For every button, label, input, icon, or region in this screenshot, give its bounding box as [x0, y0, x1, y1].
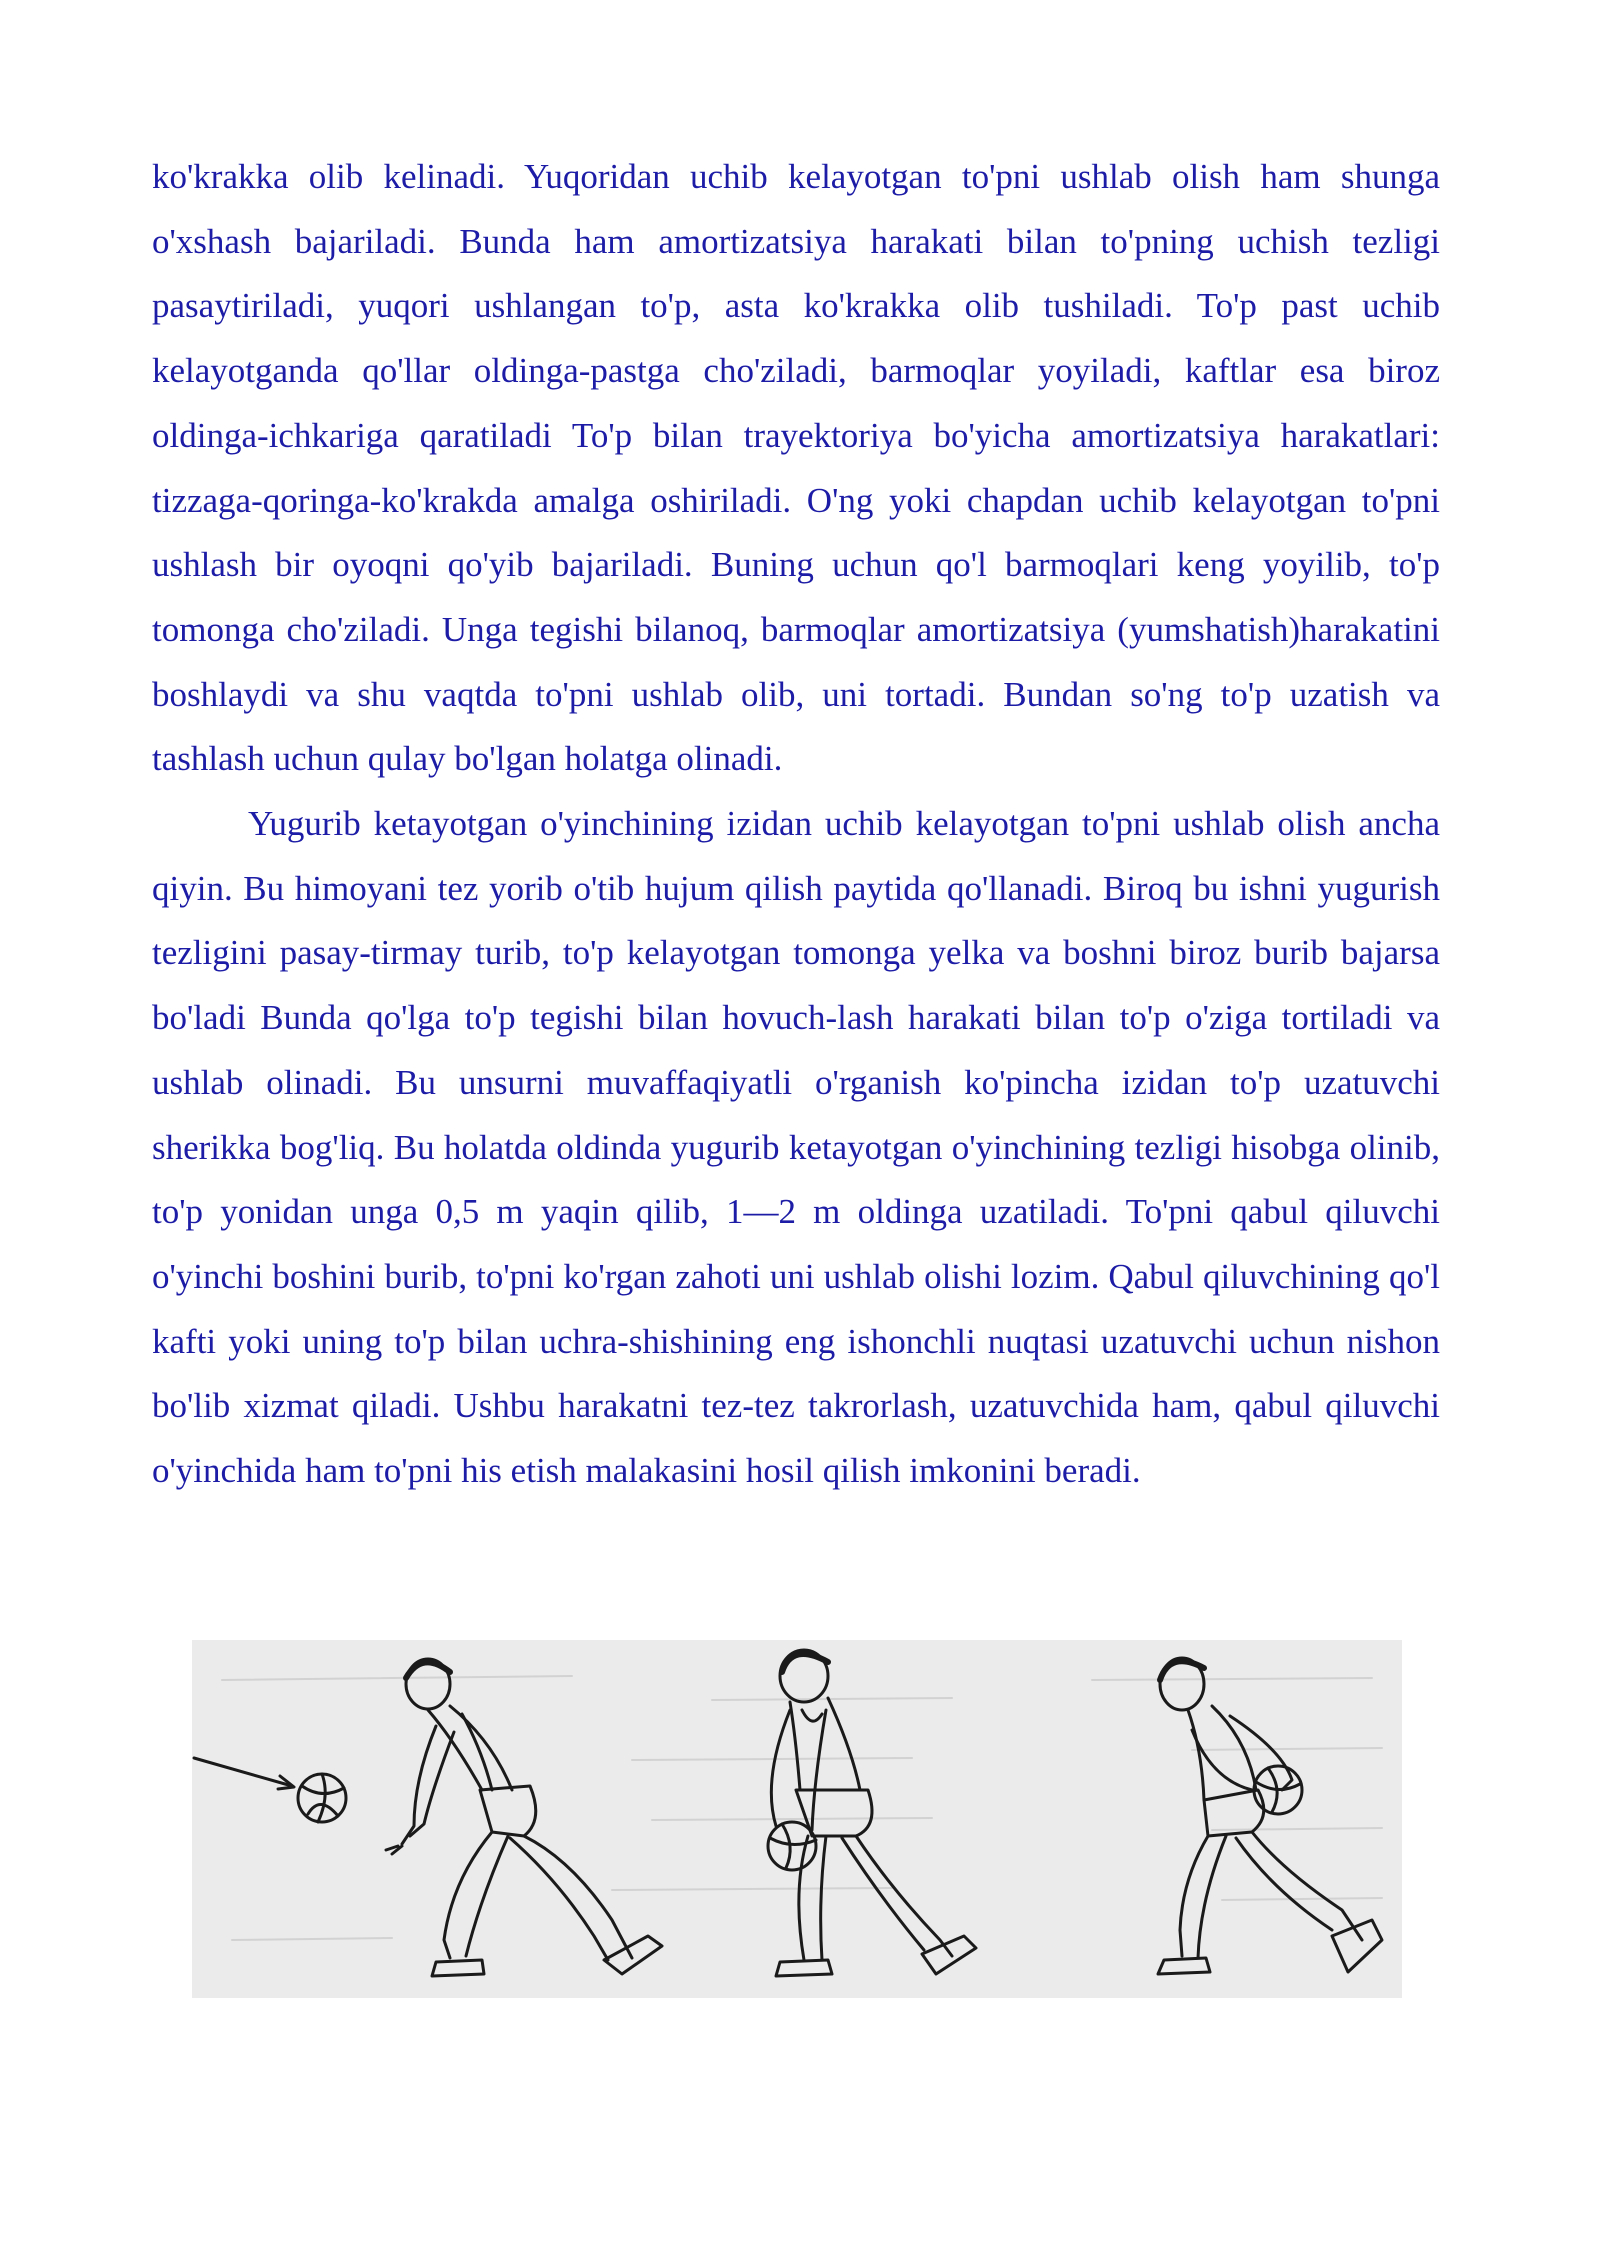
text-body [152, 145, 1440, 1504]
ball-catching-illustration [192, 1640, 1402, 1998]
paragraph-1: ko'krakka olib kelinadi. Yuqoridan uchib kelayotgan to'pni ushlab olish ham shunga o'xshash bajariladi. Bunda ham amortizatsiya harakati bilan to'pning uchish tezligi pasaytiriladi, yuqori ushlangan to'p, asta ko'krakka olib tushiladi. To'p past uchib kelayotganda qo'llar oldinga-pastga cho'ziladi, barmoqlar yoyiladi, kaftlar esa biroz oldinga-ichkariga qaratiladi To'p bilan trayektoriya bo'yicha amortizatsiya harakatlari: tizzaga-qoringa-ko'krakda amalga oshiriladi. O'ng yoki chapdan uchib kelayotgan to'pni ushlash bir oyoqni qo'yib bajariladi. Buning uchun qo'l barmoqlari keng yoyilib, to'p tomonga cho'ziladi. Unga tegishi bilanoq, barmoqlar amortizatsiya (yumshatish)harakatini boshlaydi va shu vaqtda to'pni ushlab olib, uni tortadi. Bundan so'ng to'p uzatish va tashlash uchun qulay bo'lgan holatga olinadi. [152, 157, 1440, 779]
paragraph-2: Yugurib ketayotgan o'yinchining izidan uchib kelayotgan to'pni ushlab olish ancha qiyin. Bu himoyani tez yorib o'tib hujum qilish paytida qo'llanadi. Biroq bu ishni yugurish tezligini pasay-tirmay turib, to'p kelayotgan tomonga yelka va boshni biroz burib bajarsa bo'ladi Bunda qo'lga to'p tegishi bilan hovuch-lash harakati bilan to'p o'ziga tortiladi va ushlab olinadi. Bu unsurni muvaffaqiyatli o'rganish ko'pincha izidan to'p uzatuvchi sherikka bog'liq. Bu holatda oldinda yugurib ketayotgan o'yinchining tezligi hisobga olinib, to'p yonidan unga 0,5 m yaqin qilib, 1—2 m oldinga uzatiladi. To'pni qabul qiluvchi o'yinchi boshini burib, to'pni ko'rgan zahoti uni ushlab olishi lozim. Qabul qiluvchining qo'l kafti yoki uning to'p bilan uchra-shishining eng ishonchli nuqtasi uzatuvchi uchun nishon bo'lib xizmat qiladi. Ushbu harakatni tez-tez takrorlash, uzatuvchida ham, qabul qiluvchi o'yinchida ham to'pni his etish malakasini hosil qilish imkonini beradi. [152, 804, 1440, 1491]
player-figure-1 [194, 1659, 662, 1976]
player-figure-3 [1158, 1658, 1382, 1974]
